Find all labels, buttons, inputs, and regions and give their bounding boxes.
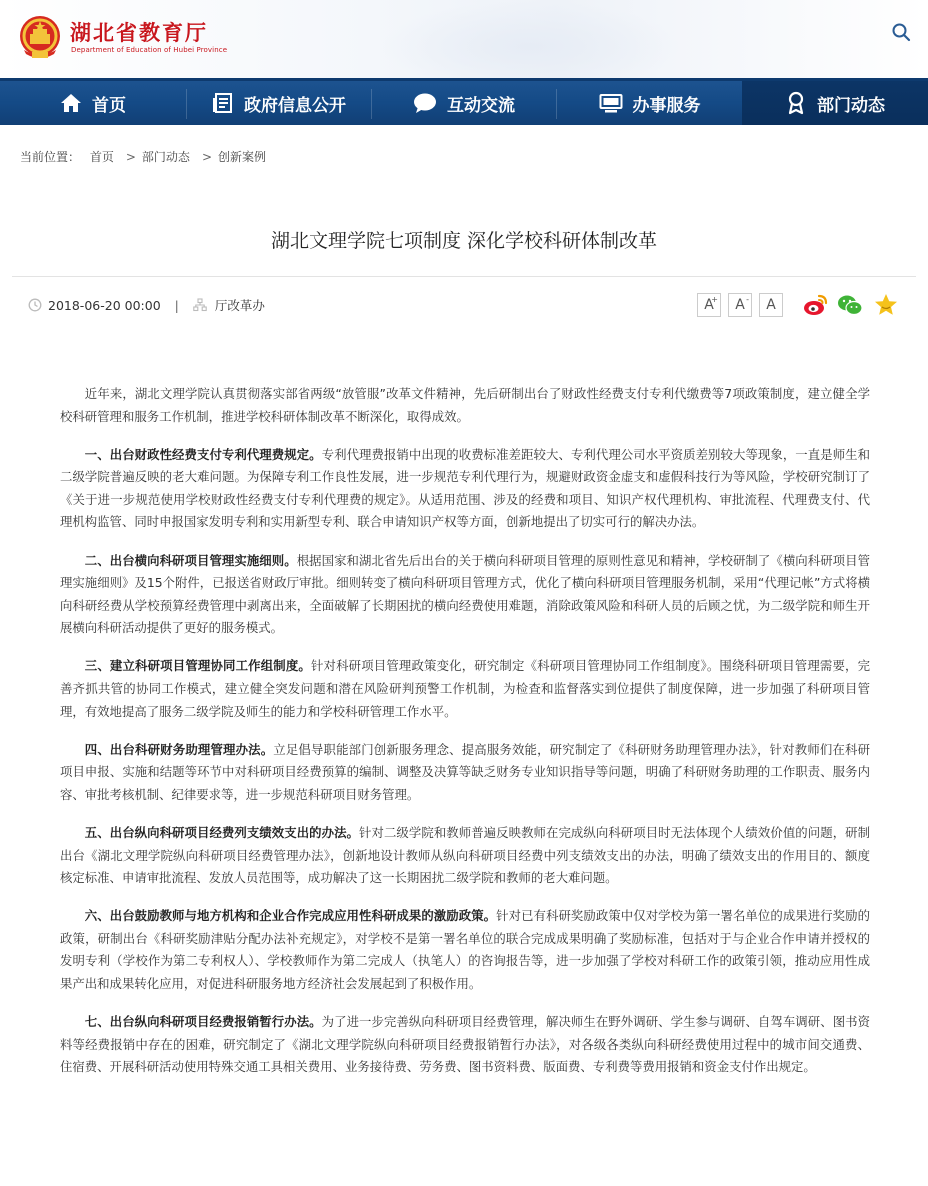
breadcrumb-separator: > <box>125 150 136 164</box>
header-background <box>380 0 680 78</box>
font-reset-button[interactable] <box>759 293 783 317</box>
font-plus-label: + <box>711 295 718 304</box>
paragraph-heading: 六、出台鼓励教师与地方机构和企业合作完成应用性科研成果的激励政策。 <box>84 908 497 924</box>
nav-item-label: 首页 <box>92 95 126 116</box>
site-header <box>0 0 928 78</box>
paragraph-text: 针对科研项目管理政策变化，研究制定《科研项目管理协同工作组制度》。围绕科研项目管理需要，完善齐抓共管的协同工作模式，建立健全突发问题和潜在风险研判预警工作机制，为检查和监督落实到位提供了制度保障，进一步加强了科研项目管理，有效地提高了服务二级学院及师生的能力和学校科研管理工作水平。 <box>60 658 870 719</box>
nav-item-department-news[interactable] <box>742 81 928 125</box>
home-icon <box>60 92 82 114</box>
article-paragraph <box>60 739 870 807</box>
nav-item-services[interactable] <box>557 81 742 125</box>
article-paragraph <box>60 383 870 428</box>
site-subtitle: Department of Education of Hubei Province <box>71 46 228 54</box>
paragraph-heading: 三、建立科研项目管理协同工作组制度。 <box>84 658 311 674</box>
paragraph-heading: 四、出台科研财务助理管理办法。 <box>84 741 274 757</box>
paragraph-text: 专利代理费报销中出现的收费标准差距较大、专利代理公司水平资质差别较大等现象，一直是师生和二级学院普遍反映的老大难问题。为保障专利工作良性发展，进一步规范专利代理行为，规避财政资金虚支和虚假科技行为等风险，学校研究制订了《关于进一步规范使用学校财政性经费支付专利代理费的规定》。从适用范围、涉及的经费和项目、知识产权代理机构、审批流程、代理费支付、代理机构监管、同时申报国家发明专利和实用新型专利、联合申请知识产权等方面，创新地提出了切实可行的解决办法。 <box>60 446 871 530</box>
article-meta <box>28 296 265 314</box>
font-decrease-button[interactable] <box>728 293 752 317</box>
nav-item-label: 部门动态 <box>817 95 885 116</box>
font-size-label: A <box>704 297 714 313</box>
nav-item-label: 办事服务 <box>632 95 701 116</box>
nav-item-gov-info[interactable] <box>187 81 371 125</box>
paragraph-heading: 二、出台横向科研项目管理实施细则。 <box>84 552 297 568</box>
article-paragraph <box>60 550 870 640</box>
favorite-star-icon[interactable] <box>873 292 899 318</box>
document-icon <box>212 92 234 114</box>
article-paragraph <box>60 822 870 890</box>
chat-icon <box>413 92 437 114</box>
site-title: 湖北省教育厅 <box>70 20 208 45</box>
article-title: 湖北文理学院七项制度 深化学校科研体制改革 <box>270 230 658 252</box>
breadcrumb-item-innovation-cases[interactable]: 创新案例 <box>218 150 267 164</box>
badge-icon <box>785 91 807 115</box>
article-source: 厅改革办 <box>214 298 265 313</box>
national-emblem-icon <box>18 14 62 62</box>
nav-item-label: 政府信息公开 <box>244 95 346 116</box>
wechat-icon[interactable] <box>837 292 863 318</box>
monitor-icon <box>599 92 623 114</box>
article-content <box>60 383 870 1094</box>
article-paragraph <box>60 1011 870 1079</box>
paragraph-heading: 五、出台纵向科研项目经费列支绩效支出的办法。 <box>84 825 360 840</box>
weibo-icon[interactable] <box>802 292 828 318</box>
article-date: 2018-06-20 00:00 <box>48 297 161 313</box>
font-size-controls <box>697 293 790 317</box>
paragraph-heading: 七、出台纵向科研项目经费报销暂行办法。 <box>84 1014 322 1030</box>
nav-item-home[interactable] <box>0 81 186 125</box>
meta-separator: | <box>174 297 179 313</box>
paragraph-text: 近年来，湖北文理学院认真贯彻落实部省两级“放管服”改革文件精神，先后研制出台了财政性经费支付专利代缴费等7项政策制度，建立健全学校科研管理和服务工作机制，推进学校科研体制改革不断深化，取得成效。 <box>60 386 870 424</box>
nav-item-label: 互动交流 <box>447 95 515 116</box>
font-size-label: A <box>766 297 776 313</box>
paragraph-text: 根据国家和湖北省先后出台的关于横向科研项目管理的原则性意见和精神，学校研制了《横向科研项目管理实施细则》及15个附件，已报送省财政厅审批。细则转变了横向科研项目管理方式，优化了横向科研项目管理服务机制，采用“代理记帐”方式将横向科研经费从学校预算经费管理中剥离出来，全面破解了长期困扰的横向经费使用难题，消除政策风险和科研人员的后顾之忧，为二级学院和师生开展横向科研活动提供了更好的服务模式。 <box>60 552 871 636</box>
paragraph-text: 为了进一步完善纵向科研项目经费管理，解决师生在野外调研、学生参与调研、自驾车调研、图书资料等经费报销中存在的困难，研究制定了《湖北文理学院纵向科研项目经费报销暂行办法》，对各级各类纵向科研经费使用过程中的城市间交通费、住宿费、开展科研活动使用特殊交通工具相关费用、业务接待费、劳务费、图书资料费、版面费、专利费等费用报销和资金支付作出规定。 <box>60 1014 871 1075</box>
paragraph-text: 针对已有科研奖励政策中仅对学校为第一署名单位的成果进行奖励的政策，研制出台《科研奖励津贴分配办法补充规定》，对学校不是第一署名单位的联合完成成果明确了奖励标准，包括对于与企业合作申请并授权的发明专利（学校作为第二专利权人）、学校教师作为第二完成人（执笔人）的咨询报告等，进一步加强了学校对科研工作的政策引领，推动应用性成果产出和成果转化应用，对促进科研服务地方经济社会发展起到了积极作用。 <box>60 908 871 992</box>
breadcrumb <box>20 148 272 165</box>
article-paragraph <box>60 655 870 723</box>
article-paragraph <box>60 444 870 534</box>
paragraph-text: 立足倡导职能部门创新服务理念、提高服务效能，研究制定了《科研财务助理管理办法》，针对教师们在科研项目申报、实施和结题等环节中对科研项目经费预算的编制、调整及决算等缺乏财务专业知识指导等问题，明确了科研财务助理的工作职责、服务内容、审批考核机制、纪律要求等，进一步规范科研项目财务管理。 <box>60 741 870 802</box>
font-minus-label: - <box>746 295 749 304</box>
main-nav <box>0 78 928 125</box>
organization-icon <box>193 298 207 312</box>
breadcrumb-prefix: 当前位置： <box>20 150 81 164</box>
article-paragraph <box>60 905 870 995</box>
title-divider <box>12 276 916 277</box>
font-increase-button[interactable] <box>697 293 721 317</box>
breadcrumb-separator: > <box>201 150 212 164</box>
paragraph-text: 针对二级学院和教师普遍反映教师在完成纵向科研项目时无法体现个人绩效价值的问题，研制出台《湖北文理学院纵向科研项目经费管理办法》，创新地设计教师从纵向科研项目经费中列支绩效支出的办法，明确了绩效支出的作用目的、额度核定标准、申请审批流程、发放人员范围等，成功解决了这一长期困扰二级学院和教师的老大难问题。 <box>60 825 871 886</box>
breadcrumb-item-home[interactable]: 首页 <box>89 150 114 164</box>
search-icon[interactable] <box>889 20 913 44</box>
font-size-label: A <box>735 297 745 313</box>
paragraph-heading: 一、出台财政性经费支付专利代理费规定。 <box>84 446 322 462</box>
nav-item-interaction[interactable] <box>372 81 556 125</box>
breadcrumb-item-department-news[interactable]: 部门动态 <box>141 150 190 164</box>
clock-icon <box>28 298 42 312</box>
